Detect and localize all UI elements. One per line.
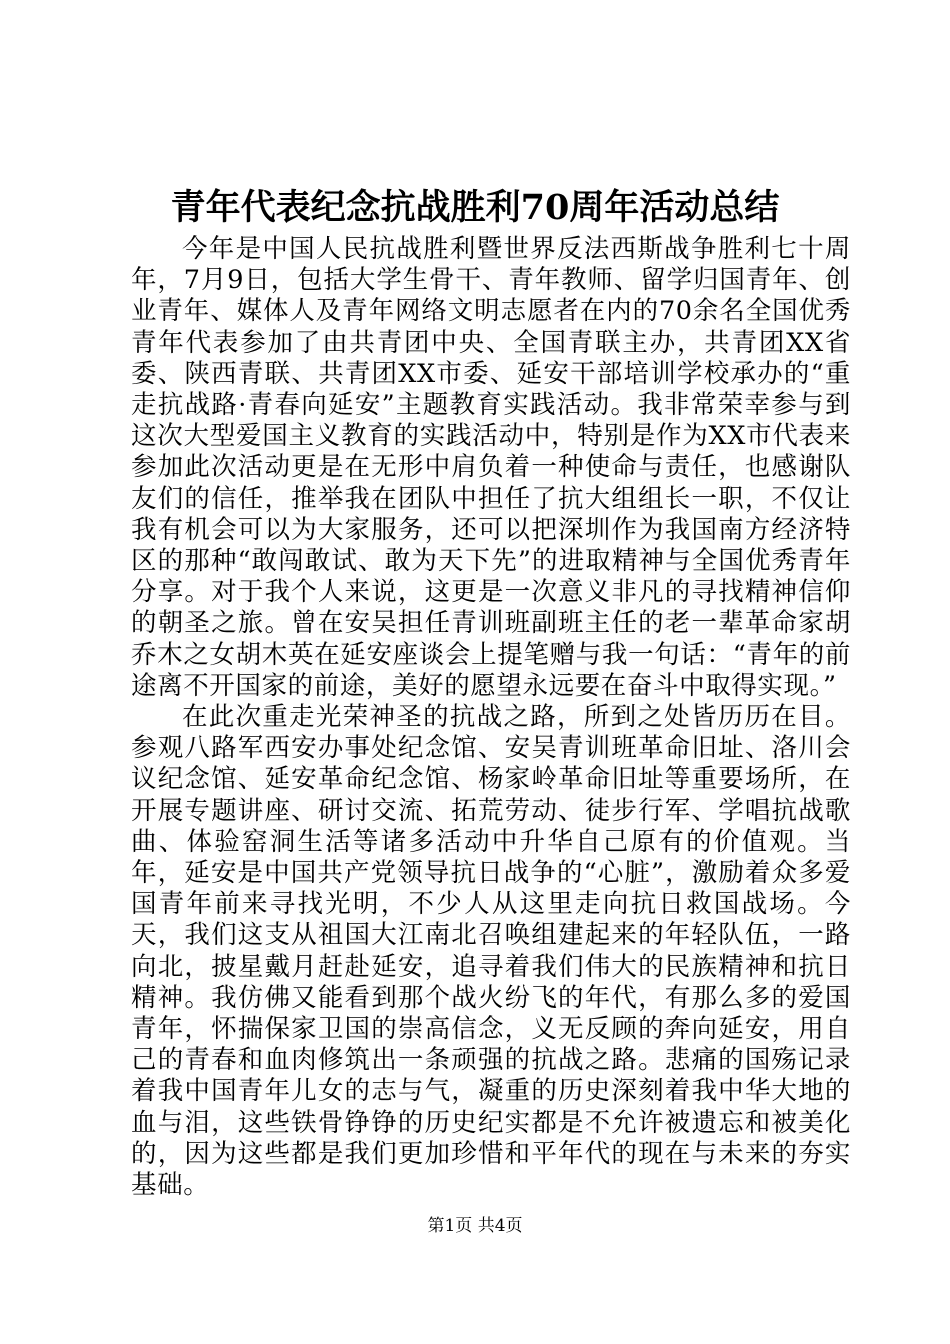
page-title: 青年代表纪念抗战胜利70周年活动总结 <box>170 187 780 228</box>
document-body <box>131 234 851 1201</box>
body-paragraph-2: 在此次重走光荣神圣的抗战之路，所到之处皆历历在目。参观八路军西安办事处纪念馆、安吴青训班革命旧址、洛川会议纪念馆、延安革命纪念馆、杨家岭革命旧址等重要场所，在开展专题讲座、研讨交流、拓荒劳动、徒步行军、学唱抗战歌曲、体验窑洞生活等诸多活动中升华自己原有的价值观。当年，延安是中国共产党领导抗日战争的“心脏”，激励着众多爱国青年前来寻找光明，不少人从这里走向抗日救国战场。今天，我们这支从祖国大江南北召唤组建起来的年轻队伍，一路向北，披星戴月赶赴延安，追寻着我们伟大的民族精神和抗日精神。我仿佛又能看到那个战火纷飞的年代，有那么多的爱国青年，怀揣保家卫国的崇高信念，义无反顾的奔向延安，用自己的青春和血肉修筑出一条顽强的抗战之路。悲痛的国殇记录着我中国青年儿女的志与气，凝重的历史深刻着我中华大地的血与泪，这些铁骨铮铮的历史纪实都是不允许被遗忘和被美化的，因为这些都是我们更加珍惜和平年代的现在与未来的夯实基础。 <box>131 702 851 1201</box>
page-footer: 第1页 共4页 <box>427 1216 523 1236</box>
body-paragraph-1: 今年是中国人民抗战胜利暨世界反法西斯战争胜利七十周年，7月9日，包括大学生骨干、青年教师、留学归国青年、创业青年、媒体人及青年网络文明志愿者在内的70余名全国优秀青年代表参加了由共青团中央、全国青联主办，共青团XX省委、陕西青联、共青团XX市委、延安干部培训学校承办的“重走抗战路·青春向延安”主题教育实践活动。我非常荣幸参与到这次大型爱国主义教育的实践活动中，特别是作为XX市代表来参加此次活动更是在无形中肩负着一种使命与责任，也感谢队友们的信任，推举我在团队中担任了抗大组组长一职，不仅让我有机会可以为大家服务，还可以把深圳作为我国南方经济特区的那种“敢闯敢试、敢为天下先”的进取精神与全国优秀青年分享。对于我个人来说，这更是一次意义非凡的寻找精神信仰的朝圣之旅。曾在安吴担任青训班副班主任的老一辈革命家胡乔木之女胡木英在延安座谈会上提笔赠与我一句话：“青年的前途离不开国家的前途，美好的愿望永远要在奋斗中取得实现。” <box>131 234 851 701</box>
